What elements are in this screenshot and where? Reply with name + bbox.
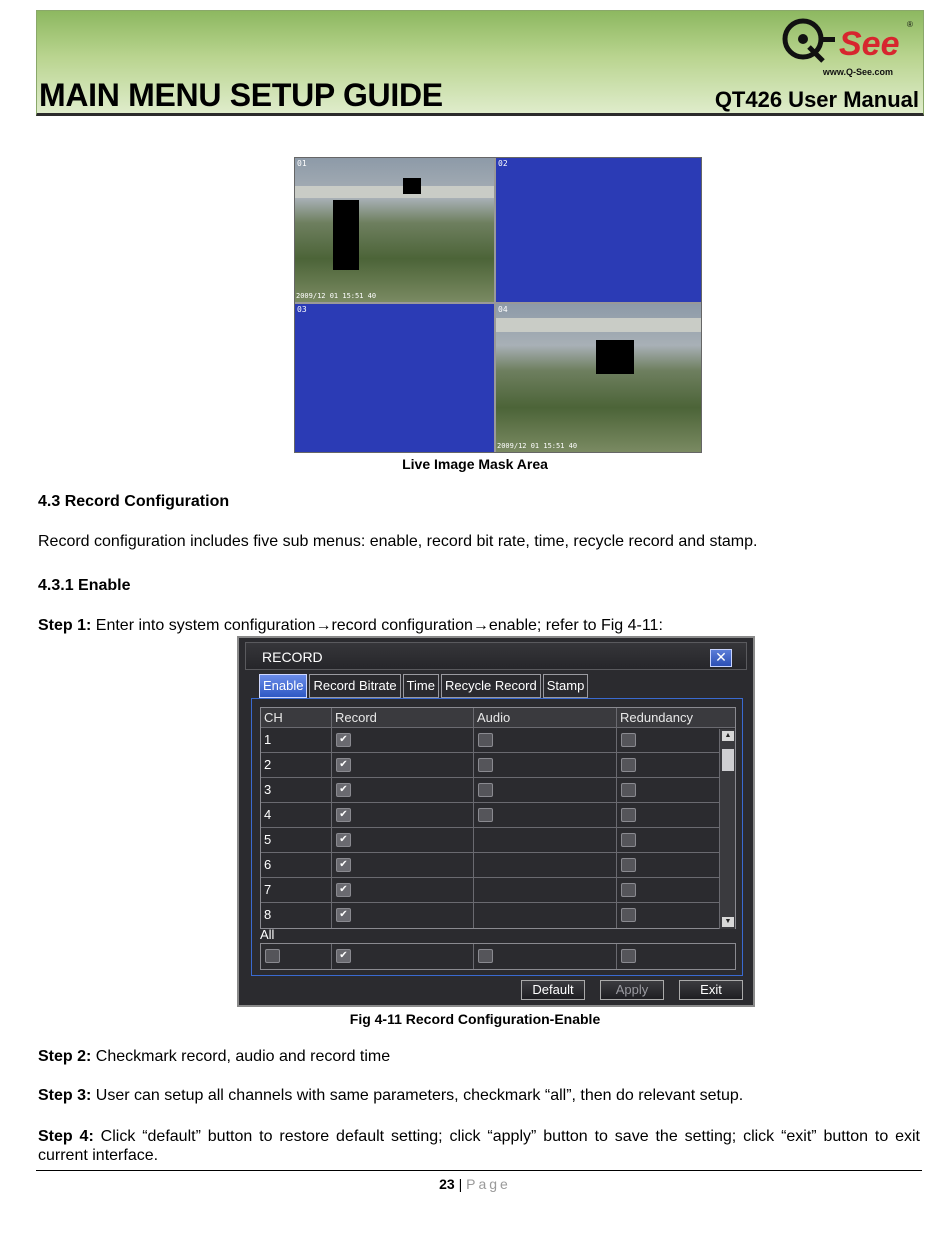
channel-number: 2: [261, 753, 332, 777]
channel-number: 6: [261, 853, 332, 877]
channel-number: 8: [261, 903, 332, 928]
redundancy-checkbox[interactable]: [621, 758, 636, 772]
tab-time[interactable]: Time: [403, 674, 439, 698]
all-channels-row: [260, 943, 736, 970]
audio-checkbox[interactable]: [478, 733, 493, 747]
table-row: [261, 878, 735, 903]
q-see-logo-mark: [779, 15, 919, 65]
section-intro: Record configuration includes five sub menus: enable, record bit rate, time, recycle record and stamp.: [38, 533, 758, 550]
channel-number: 3: [261, 778, 332, 802]
privacy-mask: [596, 340, 634, 374]
redundancy-checkbox[interactable]: [621, 858, 636, 872]
all-audio-checkbox[interactable]: [478, 949, 493, 963]
svg-text:®: ®: [907, 20, 913, 29]
tab-stamp[interactable]: Stamp: [543, 674, 589, 698]
table-row: [261, 828, 735, 853]
page-header-banner: [36, 10, 924, 116]
table-row: [261, 728, 735, 753]
step-4: [38, 1127, 920, 1165]
manual-title: QT426 User Manual: [714, 87, 919, 112]
column-header-redundancy: Redundancy: [620, 710, 693, 725]
page-number: 23: [439, 1176, 455, 1192]
redundancy-checkbox[interactable]: [621, 908, 636, 922]
step-1: [38, 617, 663, 635]
audio-checkbox[interactable]: [478, 758, 493, 772]
dialog-buttons: [506, 980, 743, 1000]
redundancy-checkbox[interactable]: [621, 733, 636, 747]
channel-number: 4: [261, 803, 332, 827]
privacy-mask: [403, 178, 421, 194]
apply-button[interactable]: Apply: [600, 980, 664, 1000]
channel-number: 1: [261, 728, 332, 752]
table-row: [261, 778, 735, 803]
dialog-title: RECORD: [262, 649, 323, 665]
column-header-audio: Audio: [474, 708, 617, 727]
table-row: [261, 903, 735, 928]
footer-divider: [36, 1170, 922, 1171]
redundancy-checkbox[interactable]: [621, 833, 636, 847]
all-label: All: [260, 927, 275, 942]
record-checkbox[interactable]: ✔: [336, 833, 351, 847]
q-see-logo: [779, 15, 919, 79]
all-record-checkbox[interactable]: ✔: [336, 949, 351, 963]
all-channel-checkbox[interactable]: [265, 949, 280, 963]
record-checkbox[interactable]: ✔: [336, 858, 351, 872]
figure-caption-live-mask: Live Image Mask Area: [402, 456, 548, 472]
camera-number: 03: [297, 305, 307, 314]
enable-panel: [251, 698, 743, 976]
section-heading-4-3-1: 4.3.1 Enable: [38, 577, 131, 594]
audio-checkbox[interactable]: [478, 808, 493, 822]
camera-view-1: [295, 158, 494, 302]
column-header-ch: CH: [261, 708, 332, 727]
camera-timestamp: 2009/12 01 15:51 40: [296, 292, 377, 300]
table-scrollbar[interactable]: [719, 729, 735, 929]
tab-enable[interactable]: Enable: [259, 674, 307, 698]
camera-view-3: [295, 304, 494, 452]
camera-number: 01: [297, 159, 307, 168]
record-checkbox[interactable]: ✔: [336, 883, 351, 897]
channel-table: [260, 707, 736, 929]
record-checkbox[interactable]: ✔: [336, 783, 351, 797]
scroll-down-icon[interactable]: ▼: [722, 917, 734, 927]
record-checkbox[interactable]: ✔: [336, 733, 351, 747]
close-icon[interactable]: ✕: [710, 649, 732, 667]
page-title: MAIN MENU SETUP GUIDE: [39, 77, 443, 113]
column-header-record: Record: [332, 708, 474, 727]
figure-caption-4-11: Fig 4-11 Record Configuration-Enable: [349, 1011, 601, 1027]
camera-timestamp: 2009/12 01 15:51 40: [497, 442, 578, 450]
dialog-titlebar: [245, 642, 747, 670]
privacy-mask: [333, 200, 359, 270]
exit-button[interactable]: Exit: [679, 980, 743, 1000]
channel-number: 7: [261, 878, 332, 902]
footer-separator: |: [454, 1176, 467, 1192]
scroll-thumb[interactable]: [722, 749, 734, 771]
section-heading-4-3: 4.3 Record Configuration: [38, 493, 230, 510]
camera-view-4: [496, 304, 701, 452]
step-3-label: Step 3:: [38, 1087, 92, 1104]
step-3-text: User can setup all channels with same parameters, checkmark “all”, then do relevant setup.: [91, 1087, 744, 1104]
redundancy-checkbox[interactable]: [621, 808, 636, 822]
table-row: [261, 753, 735, 778]
step-1-text: Enter into system configuration→record configuration→enable; refer to Fig 4-11:: [91, 617, 663, 634]
record-checkbox[interactable]: ✔: [336, 758, 351, 772]
page-word: Page: [466, 1176, 511, 1192]
logo-url: www.Q-See.com: [822, 67, 893, 77]
record-checkbox[interactable]: ✔: [336, 908, 351, 922]
svg-text:See: See: [839, 25, 900, 63]
live-image-mask-screenshot: [294, 157, 702, 453]
all-redundancy-checkbox[interactable]: [621, 949, 636, 963]
camera-number: 02: [498, 159, 508, 168]
camera-view-2: [496, 158, 701, 302]
page-footer: [0, 1176, 950, 1192]
record-dialog: [237, 636, 755, 1007]
table-header: [261, 708, 735, 728]
redundancy-checkbox[interactable]: [621, 883, 636, 897]
step-4-text: Click “default” button to restore default setting; click “apply” button to save the setting; click “exit” button to exit current interface.: [38, 1128, 920, 1164]
step-3: [38, 1087, 743, 1105]
tab-record-bitrate[interactable]: Record Bitrate: [309, 674, 400, 698]
record-checkbox[interactable]: ✔: [336, 808, 351, 822]
tab-recycle-record[interactable]: Recycle Record: [441, 674, 541, 698]
channel-number: 5: [261, 828, 332, 852]
step-2-text: Checkmark record, audio and record time: [91, 1048, 391, 1065]
audio-checkbox[interactable]: [478, 783, 493, 797]
step-1-label: Step 1:: [38, 617, 92, 634]
record-tabs: [259, 674, 590, 698]
default-button[interactable]: Default: [521, 980, 585, 1000]
scroll-up-icon[interactable]: ▲: [722, 731, 734, 741]
table-row: [261, 803, 735, 828]
step-2-label: Step 2:: [38, 1048, 92, 1065]
table-row: [261, 853, 735, 878]
step-2: [38, 1048, 390, 1066]
step-4-label: Step 4:: [38, 1128, 94, 1145]
camera-number: 04: [498, 305, 508, 314]
redundancy-checkbox[interactable]: [621, 783, 636, 797]
